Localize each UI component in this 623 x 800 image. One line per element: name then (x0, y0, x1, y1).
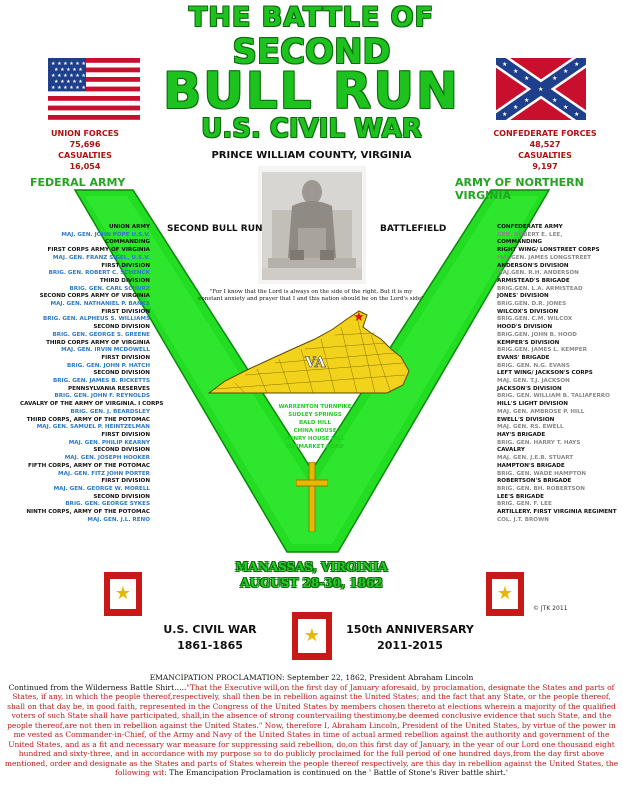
command-entry: MAJ. GEN. IRVIN MCDOWELL (61, 347, 150, 354)
federal-army-label: FEDERAL ARMY (30, 176, 126, 189)
service-banner-center (292, 612, 332, 660)
union-forces-label: UNION FORCES (51, 129, 119, 138)
proclamation-heading: EMANCIPATION PROCLAMATION: September 22, 1862, President Abraham Lincoln (149, 673, 474, 682)
svg-text:★: ★ (524, 75, 530, 82)
svg-text:★: ★ (563, 68, 569, 75)
battle-site-item: CHINA HOUSE (293, 428, 337, 434)
command-entry: COL. J.T. BROWN (497, 516, 549, 523)
command-entry: BRIG. GEN. N.G. EVANS (497, 362, 570, 369)
command-entry: JACKSON'S DIVISION (497, 385, 562, 392)
command-entry: JONES' DIVISION (497, 293, 549, 300)
svg-text:★: ★ (538, 86, 544, 93)
command-entry: FIRST DIVISION (101, 308, 150, 315)
command-entry: MAJ. GEN. GEORGE W. MORELL (53, 485, 150, 492)
command-entry: ROBERTSON'S BRIGADE (497, 478, 572, 485)
command-entry: CAVALRY OF THE ARMY OF VIRGINIA. I CORPS (20, 401, 164, 408)
svg-text:★: ★ (574, 111, 580, 118)
command-entry: COMMANDING (497, 239, 543, 246)
anniversary-left-line2: 1861-1865 (177, 639, 243, 652)
command-entry: BRIG. GEN. GEORGE SYKES (65, 501, 150, 508)
svg-text:★ ★ ★ ★ ★ ★: ★ ★ ★ ★ ★ ★ (51, 73, 86, 79)
command-entry: MAJ. GEN. NATHANIEL P. BANKS (50, 301, 150, 308)
svg-text:★: ★ (552, 75, 558, 82)
anniversary-right-line2: 2011-2015 (377, 639, 443, 652)
command-entry: UNION ARMY (109, 224, 150, 230)
confederate-forces-label: CONFEDERATE FORCES (493, 129, 597, 138)
union-commands-list (20, 224, 164, 524)
command-entry: BRIG. GEN. BH. ROBERTSON (497, 485, 585, 492)
command-entry: COMMANDING (104, 239, 150, 246)
svg-text:★ ★ ★ ★ ★: ★ ★ ★ ★ ★ (54, 79, 83, 85)
proclamation-body: "That the Executive will,on the first day of January aforesaid, by proclamation, designate the States and parts of States, if any, in which the people thereof,respectively, shall then be in rebellion against the United States; and the fact that any State, or the people thereof, shall on that day be, in good faith, represented in the Congress of the United States by members chosen thereto at elections wherein a majority of the qualified voters of such State shall have participated, shall,in the absence of strong countervailing thestimony,be deemed conclusive evidence that such State, and the people thereof,are not then in rebellion against the United States." Now, therefore I, Abraham Lincoln, President of the United States, by virtue of the power in me vested as Commander-in-Chief, of the Army and Navy of the United States in time of actual armed rebellion against the authority and government of the United States, and as a fit and necessary war measure for suppressing said rebellion, do,on this first day of January, in the year of our Lord one thousand eight hundred and sixty-three, and in accordance with my purpose so to do publicly proclaimed for the full period of one hundred days,from the day first above mentioned, order and designate as the States and parts of States wherein the people thereof respectively, are this day in rebellion against the United States, the following wit: (4, 682, 619, 777)
proclamation-closing: The Emancipation Proclamation is continued on the ' Battle of Stone's River battle shirt.' (169, 768, 508, 777)
command-entry: ARTILLERY. FIRST VIRGINIA REGIMENT (497, 509, 617, 516)
copyright-label: © JTK 2011 (533, 605, 568, 612)
command-entry: EWELL'S DIVISION (497, 416, 555, 423)
command-entry: BRIG. GEN. JOHN F. REYNOLDS (54, 393, 150, 400)
battle-dates: AUGUST 28-30, 1862 (240, 576, 383, 590)
anniversary-left-line1: U.S. CIVIL WAR (163, 623, 257, 636)
command-entry: THIRD DIVISION (99, 277, 150, 284)
command-entry: FIRST DIVISION (101, 354, 150, 361)
command-entry: HAMPTON'S BRIGADE (497, 462, 565, 469)
command-entry: MAJ.GEN. R.H. ANDERSON (497, 270, 579, 277)
gold-star-icon: ★ (114, 583, 132, 604)
command-entry: THIRD CORPS ARMY OF VIRGINIA (46, 339, 150, 346)
command-entry: BRIG.GEN. JOHN B. HOOD (497, 331, 577, 338)
battle-location-star-icon: ★ (353, 310, 365, 325)
anniversary-left (150, 622, 270, 654)
anniversary-right (340, 622, 480, 654)
command-entry: FIRST DIVISION (101, 431, 150, 438)
union-forces-value: 75,696 (69, 140, 101, 149)
svg-text:★ ★ ★ ★ ★ ★: ★ ★ ★ ★ ★ ★ (51, 85, 86, 91)
command-entry: BRIG. GEN. GEORGE S. GREENE (52, 331, 150, 338)
anniversary-right-line1: 150th ANNIVERSARY (346, 623, 474, 636)
gold-star-icon: ★ (496, 583, 514, 604)
union-casualties-value: 16,054 (69, 162, 101, 171)
command-entry: MAJ. GEN. JOSEPH HOOKER (64, 455, 150, 462)
command-entry: BRIG. GEN. WADE HAMPTON (497, 470, 587, 477)
command-entry: MAJ. GEN. SAMUEL P. HEINTZELMAN (36, 424, 150, 431)
command-entry: MAJ.GEN. JAMES LONGSTREET (497, 254, 592, 261)
command-entry: CONFEDERATE ARMY (497, 224, 563, 230)
svg-text:★ ★ ★ ★ ★ ★: ★ ★ ★ ★ ★ ★ (51, 61, 86, 67)
proclamation-text (4, 673, 619, 778)
svg-text:★: ★ (502, 111, 508, 118)
svg-text:★: ★ (574, 61, 580, 68)
battle-place: MANASSAS, VIRGINIA (235, 560, 388, 574)
svg-text:★: ★ (513, 104, 519, 111)
command-entry: SECOND DIVISION (93, 447, 150, 454)
battle-site-item: WARRENTON TURNPIKE (278, 404, 352, 410)
command-entry: LEFT WING/ JACKSON'S CORPS (497, 370, 593, 377)
command-entry: HOOD'S DIVISION (497, 324, 553, 331)
command-entry: BRIG. GEN. F. LEE (497, 501, 552, 508)
command-entry: MAJ. GEN. PHILIP KEARNY (68, 439, 150, 446)
svg-text:★: ★ (552, 97, 558, 104)
command-entry: ARMISTEAD'S BRIGADE (497, 277, 570, 284)
command-entry: FIRST DIVISION (101, 478, 150, 485)
svg-text:★: ★ (513, 68, 519, 75)
command-entry: BRIG. GEN. ROBERT C. SCHENCK (48, 270, 150, 277)
confederate-army-label: ARMY OF NORTHERN VIRGINIA (455, 176, 584, 202)
command-entry: PENNSYLVANIA RESERVES (68, 385, 150, 392)
location-label: PRINCE WILLIAM COUNTY, VIRGINIA (211, 150, 412, 161)
command-entry: SECOND CORPS ARMY OF VIRGINIA (39, 293, 150, 300)
command-entry: THIRD CORPS, ARMY OF THE POTOMAC (26, 416, 150, 423)
title-line-1: THE BATTLE OF (188, 2, 435, 33)
confederate-casualties-label: CASUALTIES (518, 151, 572, 160)
svg-text:★: ★ (502, 61, 508, 68)
command-entry: RIGHT WING/ LONSTREET CORPS (497, 247, 600, 254)
command-entry: BRIG. GEN. WILLIAM B. TALIAFERRO (497, 393, 610, 400)
command-entry: MAJ. GEN. J.L. RENO (87, 516, 150, 523)
title-line-4: U.S. CIVIL WAR (201, 114, 422, 144)
center-left-label: SECOND BULL RUN (167, 224, 263, 234)
battle-site-item: HENRY HOUSE HILL (285, 436, 345, 442)
command-entry: MAJ. GEN. RS. EWELL (497, 424, 564, 431)
battle-site-item: HAYMARKET ROAD (286, 444, 344, 450)
command-entry: HILL'S LIGHT DIVISION (497, 401, 568, 408)
title-line-2: SECOND (232, 32, 391, 72)
center-right-label: BATTLEFIELD (380, 224, 447, 234)
command-entry: WILCOX'S DIVISION (497, 308, 559, 315)
confederate-commands-list (497, 224, 617, 524)
command-entry: FIRST CORPS ARMY OF VIRGINIA (47, 247, 150, 254)
command-entry: BRIG. GEN. J. BEARDSLEY (70, 408, 150, 415)
command-entry: BRIG.GEN. L.A. ARMISTEAD (497, 285, 583, 292)
command-entry: MAJ. GEN. FITZ JOHN PORTER (58, 470, 150, 477)
cross-icon (296, 462, 328, 532)
command-entry: ANDERSON'S DIVISION (497, 262, 569, 269)
command-entry: MAJ. GEN. J.E.B. STUART (497, 455, 574, 462)
confederate-flag-icon (496, 58, 586, 120)
lincoln-statue-image (258, 166, 366, 284)
command-entry: HAY'S BRIGADE (497, 431, 546, 438)
command-entry: MAJ. GEN. FRANZ SIGEL, U.S.V. (52, 254, 150, 261)
title-line-3: BULL RUN (163, 62, 460, 120)
va-map-label: VA (305, 355, 326, 371)
command-entry: BRIG. GEN. JAMES B. RICKETTS (52, 378, 150, 385)
command-entry: MAJ. GEN. T.J. JACKSON (497, 378, 570, 385)
command-entry: SECOND DIVISION (93, 493, 150, 500)
command-entry: FIFTH CORPS, ARMY OF THE POTOMAC (28, 462, 150, 469)
command-entry: BRIG.GEN. JAMES L. KEMPER (497, 347, 587, 354)
battle-site-item: BALD HILL (298, 420, 332, 426)
svg-text:★: ★ (524, 97, 530, 104)
command-entry: BRIG. GEN. ALPHEUS S. WILLIAMS (43, 316, 150, 323)
command-entry: FIRST DIVISION (101, 262, 150, 269)
gold-star-icon: ★ (303, 625, 321, 646)
command-entry: BRIG. GEN. JOHN P. HATCH (67, 362, 150, 369)
command-entry: LEE'S BRIGADE (497, 493, 544, 500)
command-entry: KEMPER'S DIVISION (497, 339, 560, 346)
command-entry: SECOND DIVISION (93, 370, 150, 377)
battle-site-item: SUDLEY SPRINGS (288, 412, 342, 418)
command-entry: GEN. ROBERT E. LEE, (497, 231, 563, 238)
union-casualties-label: CASUALTIES (58, 151, 112, 160)
command-entry: NINTH CORPS, ARMY OF THE POTOMAC (26, 509, 150, 516)
command-entry: CAVALRY (497, 447, 525, 454)
svg-text:★: ★ (563, 104, 569, 111)
command-entry: MAJ. GEN. JOHN POPE U.S.V. (61, 231, 150, 238)
us-flag-icon (48, 58, 140, 120)
service-banner-left (104, 572, 142, 616)
virginia-map-icon (205, 305, 415, 400)
service-banner-right (486, 572, 524, 616)
battle-sites-list (265, 403, 365, 451)
lincoln-quote: "For I know that the Lord is always on the side of the right. But it is my constant anxiety and prayer that I and this nation should be on the Lord's side" (198, 289, 424, 302)
confederate-casualties-value: 9,197 (532, 162, 558, 171)
command-entry: BRIG. GEN. HARRY T. HAYS (497, 439, 581, 446)
command-entry: BRIG. GEN. CARL SCHURZ (69, 285, 150, 292)
svg-text:★ ★ ★ ★ ★: ★ ★ ★ ★ ★ (54, 67, 83, 73)
command-entry: SECOND DIVISION (93, 324, 150, 331)
command-entry: BRIG.GEN. D.R. JONES (497, 301, 567, 308)
confederate-forces-value: 48,527 (529, 140, 561, 149)
proclamation-intro: Continued from the Wilderness Battle Shirt….. (8, 682, 187, 692)
command-entry: EVANS' BRIGADE (497, 354, 550, 361)
command-entry: MAJ. GEN. AMBROSE P. HILL (497, 408, 585, 415)
command-entry: BRIG.GEN. C.M. WILCOX (497, 316, 573, 323)
